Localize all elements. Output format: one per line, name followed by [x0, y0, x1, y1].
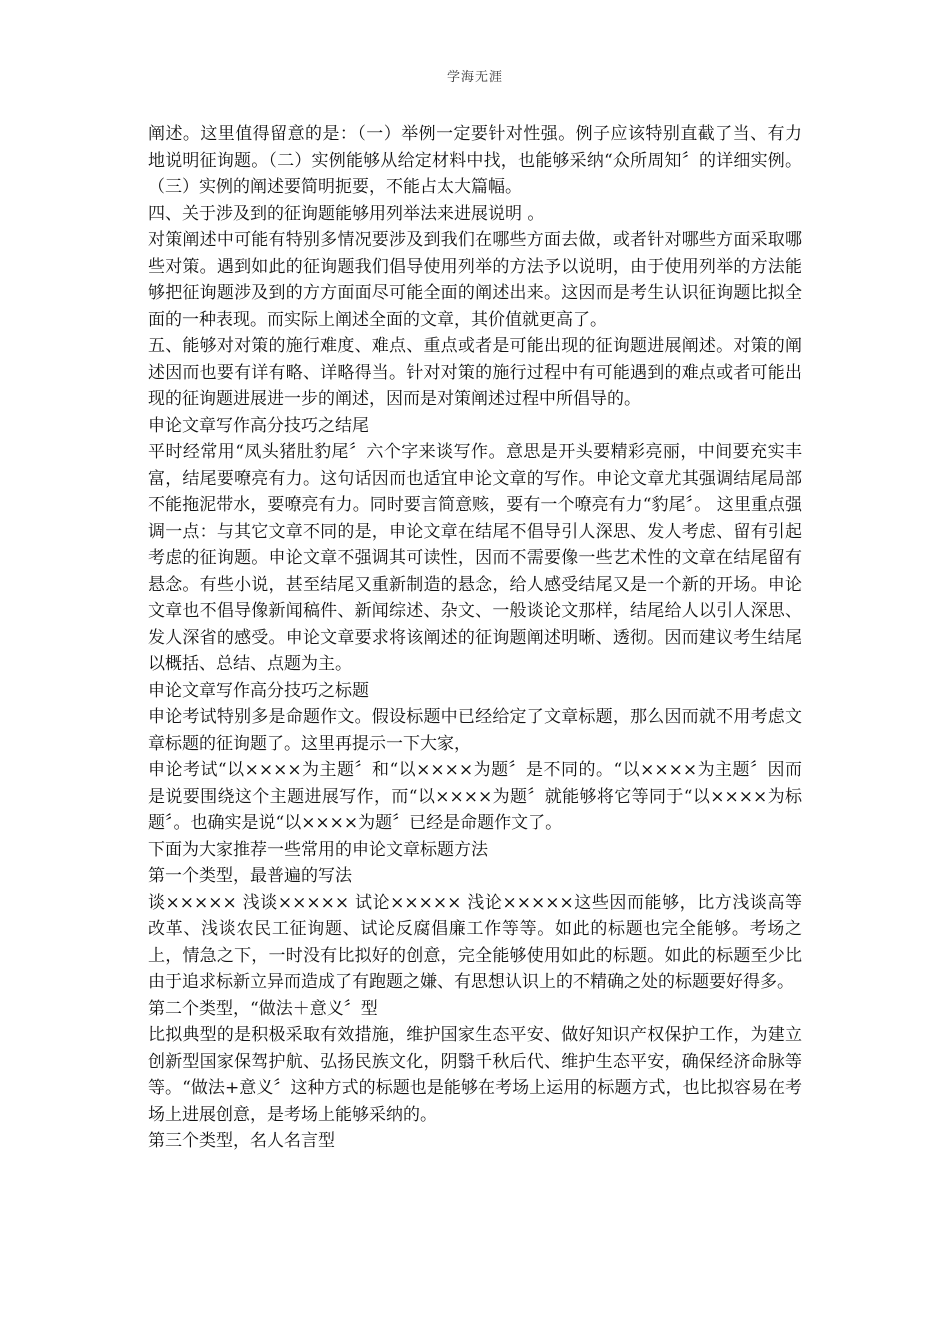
- paragraph-type-2: 比拟典型的是积极采取有效措施，维护国家生态平安、做好知识产权保护工作，为建立创新型国家保驾护航、弘扬民族文化，阴翳千秋后代、维护生态平安，确保经济命脉等等。“做法+意义〞这种方式的标题也是能够在考场上运用的标题方式，也比拟容易在考场上进展创意，是考场上能够采纳的。: [148, 1025, 802, 1125]
- paragraph-enumeration: 对策阐述中可能有特别多情况要涉及到我们在哪些方面去做，或者针对哪些方面采取哪些对策。遇到如此的征询题我们倡导使用列举的方法予以说明，由于使用列举的方法能够把征询题涉及到的方方面面尽可能全面的阐述出来。这因而是考生认识征询题比拟全面的一种表现。而实际上阐述全面的文章，其价值就更高了。: [148, 230, 802, 330]
- paragraph-type-1: 谈××××× 浅谈××××× 试论××××× 浅论×××××这些因而能够，比方浅谈高等改革、浅谈农民工征询题、试论反腐倡廉工作等等。如此的标题也完全能够。考场之上，情急之下，一时没有比拟好的创意，完全能够使用如此的标题。如此的标题至少比由于追求标新立异而造成了有跑题之嫌、有思想认识上的不精确之处的标题要好得多。: [148, 892, 802, 992]
- section-heading-enumeration: 四、关于涉及到的征询题能够用列举法来进展说明 。: [148, 203, 545, 224]
- section-heading-title: 申论文章写作高分技巧之标题: [148, 680, 369, 701]
- paragraph-difficulty: 五、能够对对策的施行难度、难点、重点或者是可能出现的征询题进展阐述。对策的阐述因而也要有详有略、详略得当。针对对策的施行过程中有可能遇到的难点或者可能出现的征询题进展进一步的阐述，因而是对策阐述过程中所倡导的。: [148, 336, 802, 409]
- type-heading-2: 第二个类型，“做法＋意义〞型: [148, 998, 378, 1019]
- type-heading-3: 第三个类型，名人名言型: [148, 1131, 335, 1151]
- section-heading-ending: 申论文章写作高分技巧之结尾: [148, 415, 369, 436]
- document-body: [148, 121, 802, 1155]
- page-header: 学海无涯: [446, 70, 503, 85]
- paragraph-ending: 平时经常用“凤头猪肚豹尾〞六个字来谈写作。意思是开头要精彩亮丽，中间要充实丰富，结尾要嘹亮有力。这句话因而也适宜申论文章的写作。申论文章尤其强调结尾局部不能拖泥带水，要嘹亮有力。同时要言简意赅，要有一个嘹亮有力“豹尾〞。 这里重点强调一点：与其它文章不同的是，申论文章在结尾不倡导引人深思、发人考虑、留有引起考虑的征询题。申论文章不强调其可读性，因而不需要像一些艺术性的文章在结尾留有悬念。有些小说，甚至结尾又重新制造的悬念，给人感受结尾又是一个新的开场。申论文章也不倡导像新闻稿件、新闻综述、杂文、一般谈论文那样，结尾给人以引人深思、发人深省的感受。申论文章要求将该阐述的征询题阐述明晰、透彻。因而建议考生结尾以概括、总结、点题为主。: [148, 442, 802, 674]
- paragraph-title-theme: 申论考试“以××××为主题〞和“以××××为题〞是不同的。“以××××为主题〞因而是说要围绕这个主题进展写作，而“以××××为题〞就能够将它等同于“以××××为标题〞。也确实是说“以××××为题〞已经是命题作文了。: [148, 760, 802, 833]
- paragraph-title-intro: 申论考试特别多是命题作文。假设标题中已经给定了文章标题，那么因而就不用考虑文章标题的征询题了。这里再提示一下大家，: [148, 707, 802, 754]
- paragraph-title-methods: 下面为大家推荐一些常用的申论文章标题方法: [148, 839, 488, 860]
- type-heading-1: 第一个类型，最普遍的写法: [148, 866, 352, 886]
- paragraph-example-notes: 阐述。这里值得留意的是：（一）举例一定要针对性强。例子应该特别直截了当、有力地说明征询题。（二）实例能够从给定材料中找，也能够采纳“众所周知〞的详细实例。 （三）实例的阐述要简明扼要，不能占太大篇幅。: [148, 124, 802, 197]
